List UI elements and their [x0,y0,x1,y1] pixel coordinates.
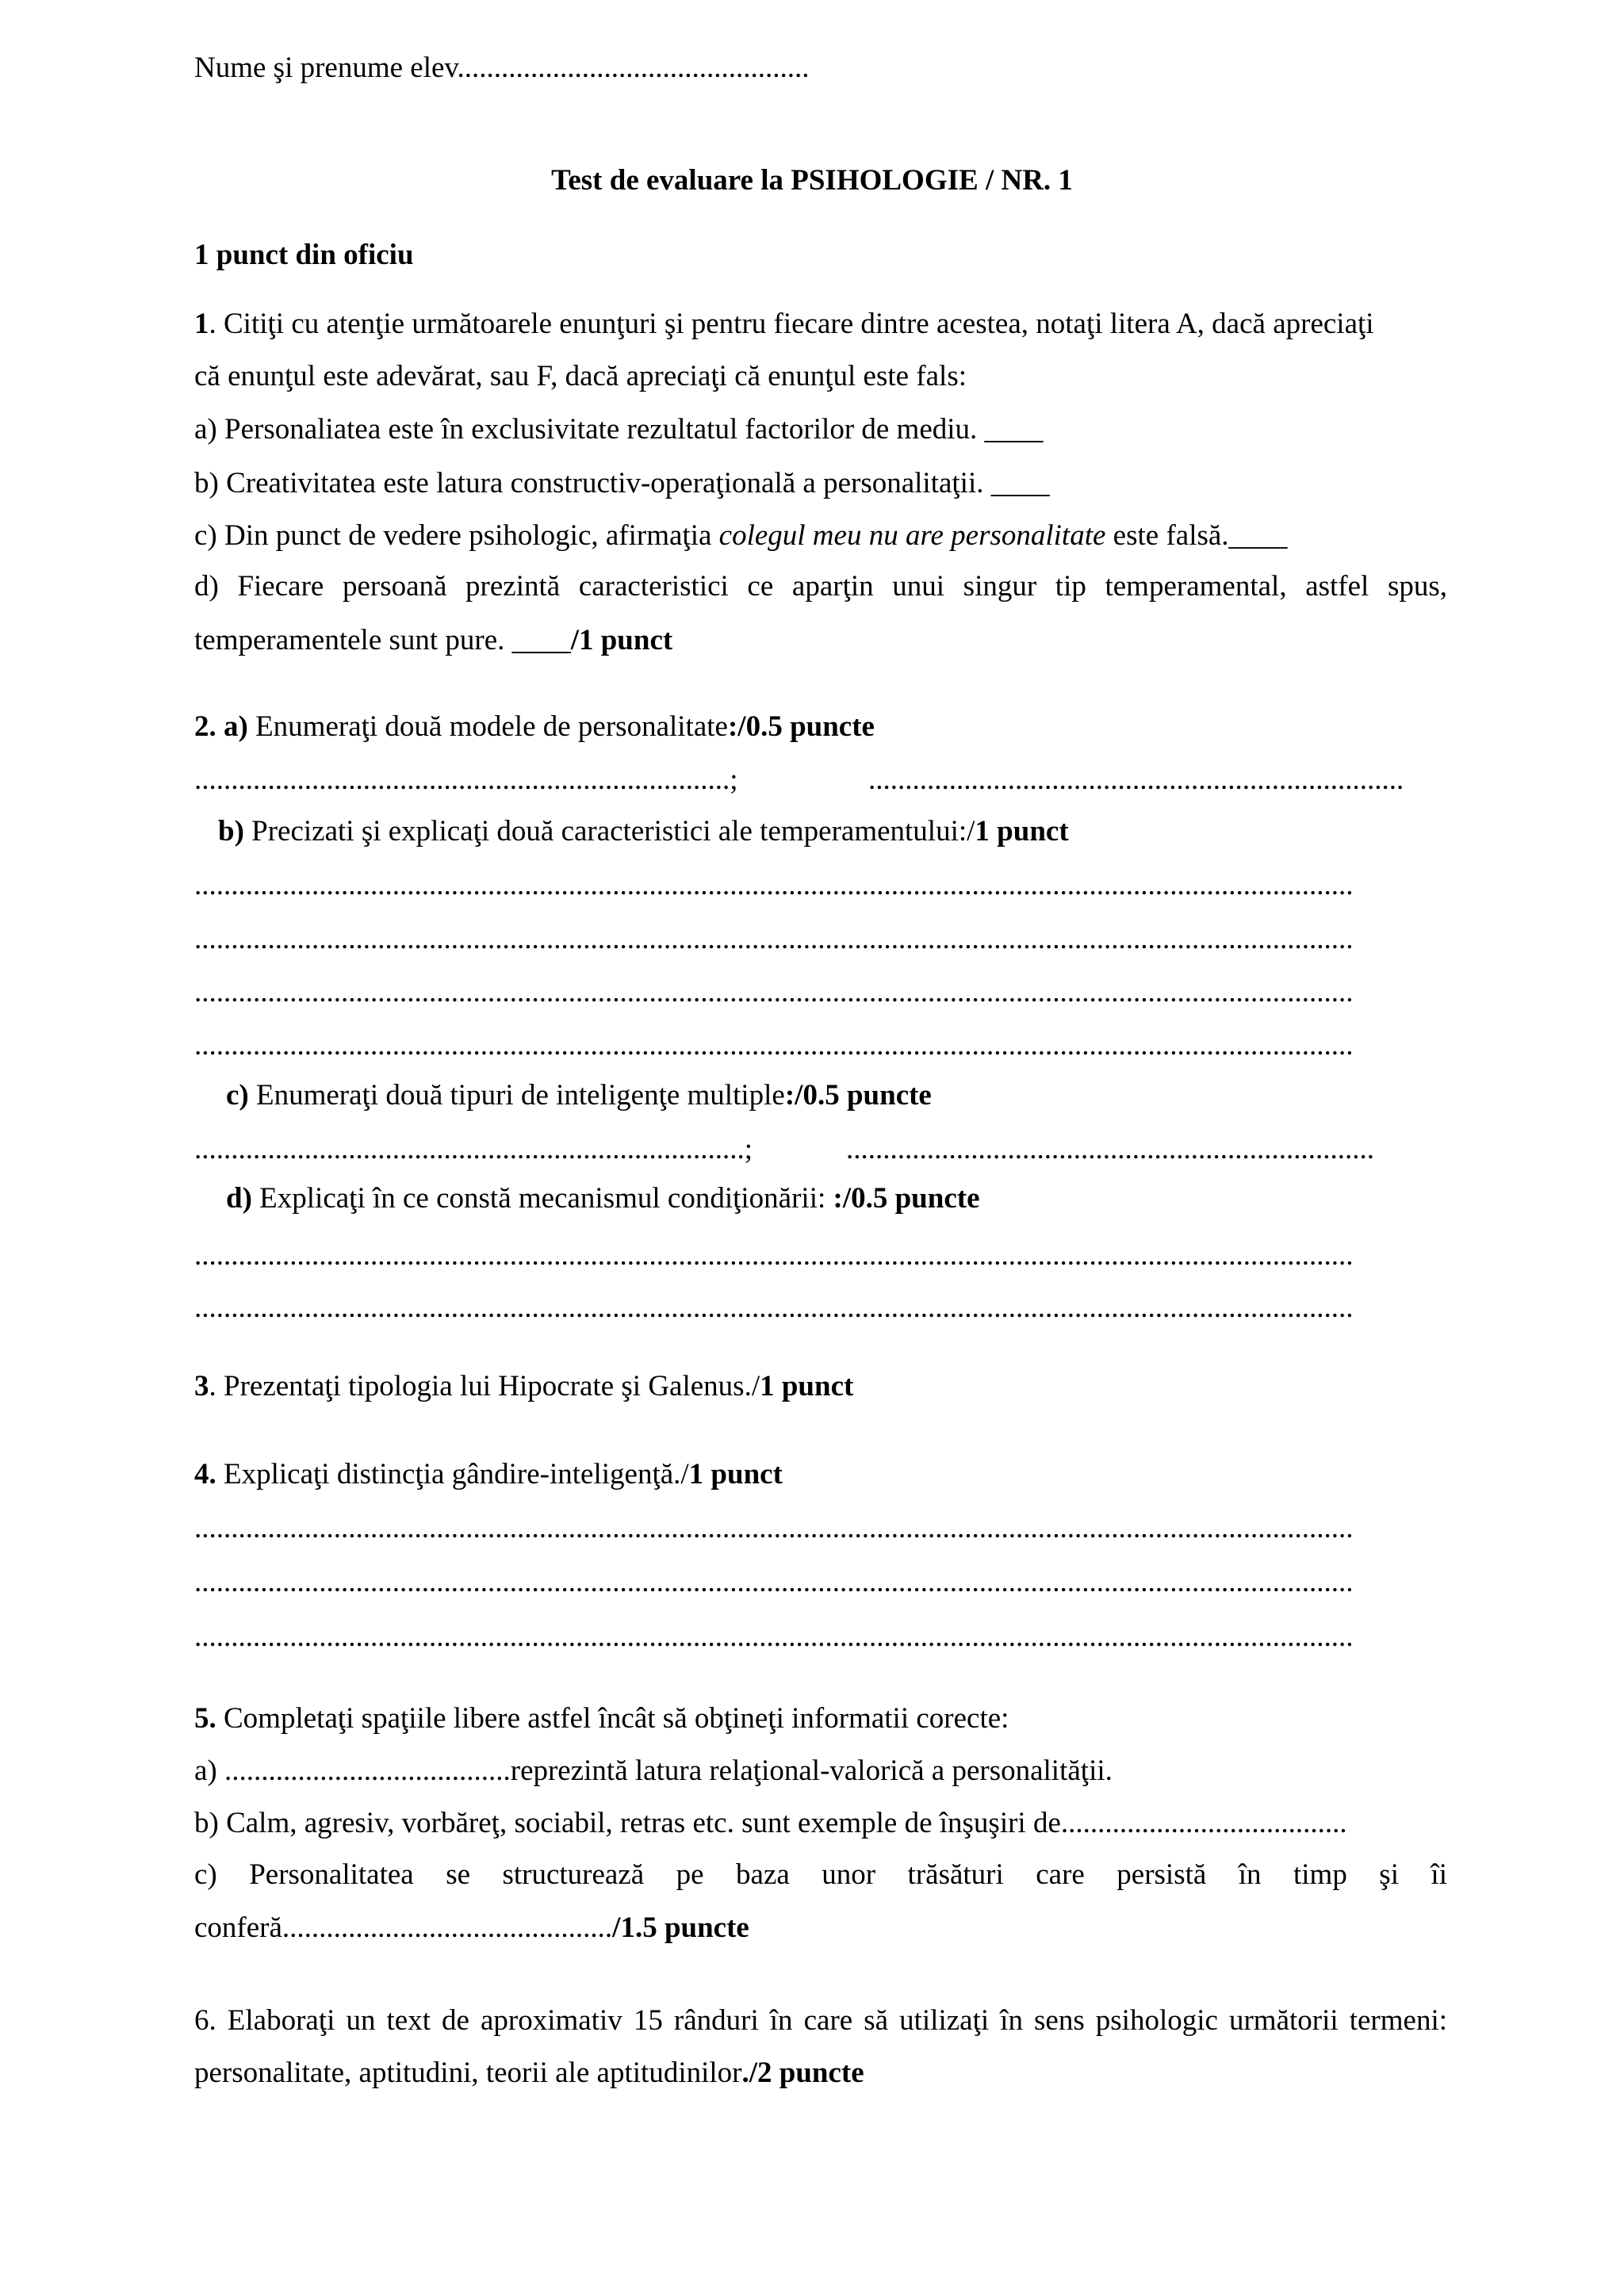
q1-intro-line-1: 1. Citiţi cu atenţie următoarele enunţuri şi pentru fiecare dintre acestea, notaţi litera A, dacă apreciaţi [194,308,1374,340]
q2d-prompt: d) Explicaţi în ce constă mecanismul condiţionării: :/0.5 puncte [226,1182,980,1215]
q4-points: 1 punct [688,1458,783,1490]
q2a-points: :/0.5 puncte [727,710,875,743]
q5-number: 5. [194,1702,216,1735]
q6-line-1: 6. Elaboraţi un text de aproximativ 15 rânduri în care să utilizaţi în sens psihologic următorii termeni: [194,2004,1447,2037]
q2b-answer-line: .............................................................................................................................................................. [194,1029,1354,1062]
student-name-line: Nume şi prenume elev................................................ [194,52,810,84]
q2c-prompt: c) Enumeraţi două tipuri de inteligenţe multiple:/0.5 puncte [226,1079,932,1112]
q2a-blank-right: ......................................................................... [868,763,1404,796]
q1-item-b: b) Creativitatea este latura constructiv-operaţională a personalitaţii. ____ [194,467,1050,499]
q2b-points: 1 punct [975,815,1069,848]
q2d-points: :/0.5 puncte [833,1182,980,1215]
q2b-answer-line: .............................................................................................................................................................. [194,923,1354,955]
q4-answer-line: .............................................................................................................................................................. [194,1621,1354,1653]
q4-answer-line: .............................................................................................................................................................. [194,1566,1354,1598]
q1-item-d-line-1: d) Fiecare persoană prezintă caracteristici ce aparţin unui singur tip temperamental, astfel spus, [194,570,1447,603]
q1-item-c-quote: colegul meu nu are personalitate [718,519,1106,552]
q4-answer-line: .............................................................................................................................................................. [194,1512,1354,1544]
q2-number: 2. [194,710,224,743]
q1-points: /1 punct [570,624,673,656]
q3-points: 1 punct [760,1370,854,1402]
q6-points: ./2 puncte [741,2057,864,2089]
q5-points: /1.5 puncte [612,1911,749,1944]
q2a-prompt: 2. a) Enumeraţi două modele de personalitate:/0.5 puncte [194,710,875,743]
q1-number: 1 [194,308,209,340]
q5-item-b: b) Calm, agresiv, vorbăreţ, sociabil, retras etc. sunt exemple de înşuşiri de....................................... [194,1807,1347,1839]
q1-item-a: a) Personaliatea este în exclusivitate rezultatul factorilor de mediu. ____ [194,413,1044,446]
q3-prompt: 3. Prezentaţi tipologia lui Hipocrate şi Galenus./1 punct [194,1370,854,1402]
q2c-blank-left: ...........................................................................; [194,1133,753,1165]
q2d-answer-line: .............................................................................................................................................................. [194,1239,1354,1272]
q2a-blank-left: .........................................................................; [194,763,738,796]
q5-item-c-line-1: c) Personalitatea se structurează pe baza unor trăsături care persistă în timp şi îi [194,1858,1447,1891]
q1-item-d-line-2: temperamentele sunt pure. ____/1 punct [194,624,673,656]
q3-number: 3 [194,1370,209,1402]
q2c-points: :/0.5 puncte [784,1079,932,1112]
q2d-answer-line: .............................................................................................................................................................. [194,1292,1354,1324]
q2b-answer-line: .............................................................................................................................................................. [194,976,1354,1008]
q4-number: 4. [194,1458,216,1490]
q4-prompt: 4. Explicaţi distincţia gândire-inteligenţă./1 punct [194,1458,783,1490]
q5-item-c-line-2: conferă............................................./1.5 puncte [194,1911,749,1944]
q2b-prompt: b) Precizati şi explicaţi două caracteristici ale temperamentului:/1 punct [218,815,1069,848]
q5-intro: 5. Completaţi spaţiile libere astfel încât să obţineţi informatii corecte: [194,1702,1009,1735]
q1-intro-line-2: că enunţul este adevărat, sau F, dacă apreciaţi că enunţul este fals: [194,360,967,392]
oficiu-points: 1 punct din oficiu [194,239,414,271]
q2b-answer-line: .............................................................................................................................................................. [194,869,1354,901]
q2c-blank-right: ........................................................................ [846,1133,1374,1165]
q6-line-2: personalitate, aptitudini, teorii ale aptitudinilor./2 puncte [194,2057,864,2089]
test-title: Test de evaluare la PSIHOLOGIE / NR. 1 [551,164,1073,197]
q1-item-c: c) Din punct de vedere psihologic, afirmaţia colegul meu nu are personalitate este falsă.____ [194,519,1288,552]
q5-item-a: a) .......................................reprezintă latura relaţional-valorică a personalităţii. [194,1755,1113,1787]
